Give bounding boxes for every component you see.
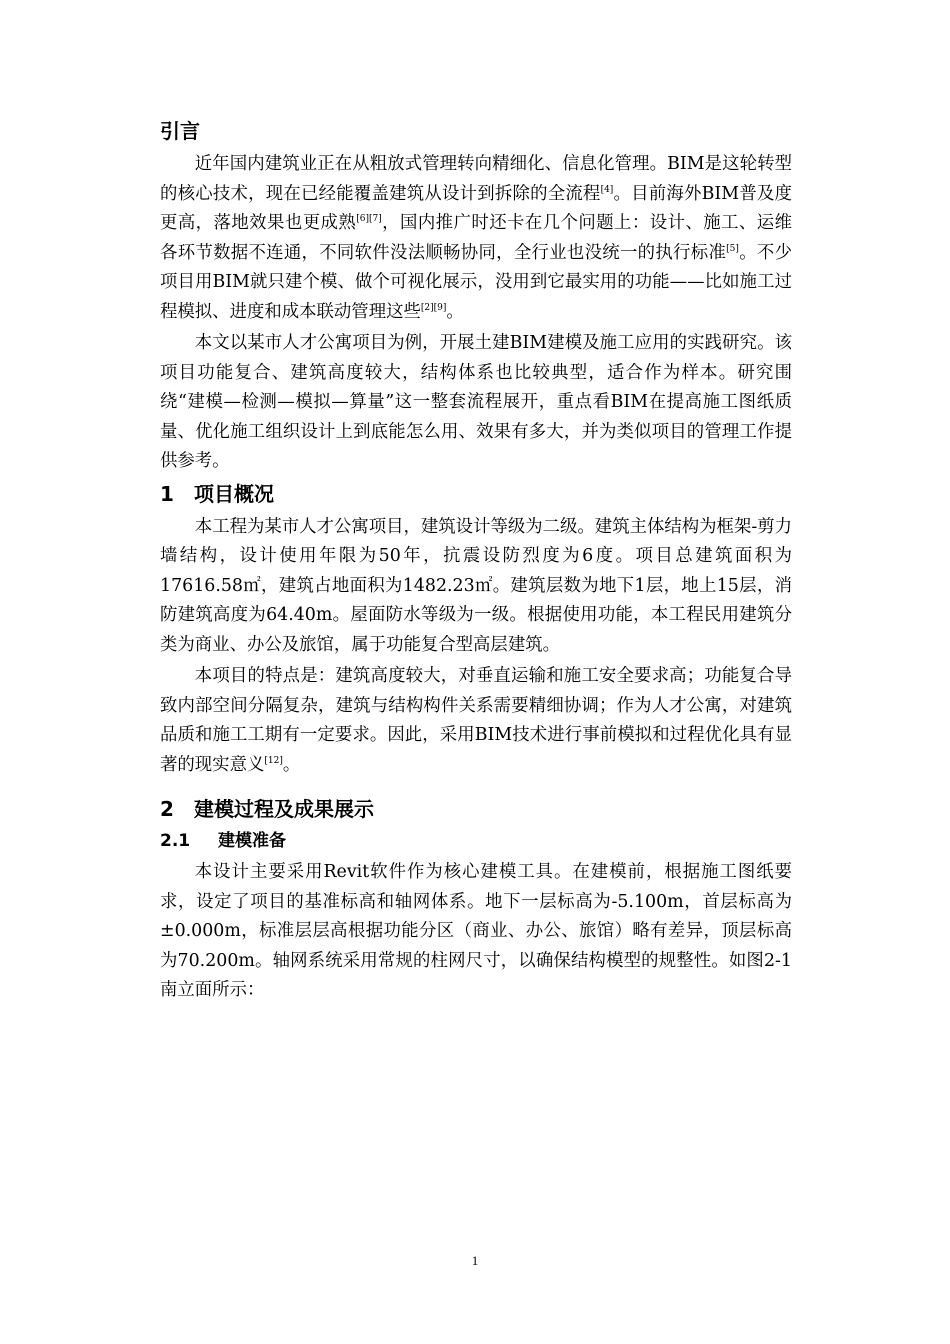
section-1-heading xyxy=(160,479,792,509)
section-2-heading xyxy=(160,794,792,824)
section-2-number: 2 xyxy=(160,797,174,821)
intro-p1-text-a: 近年国内建筑业正在从粗放式管理转向精细化、信息化管理。BIM是这轮转型的核心技术，现在已经能覆盖建筑从设计到拆除的全流程 xyxy=(160,154,792,204)
intro-paragraph-2: 本文以某市人才公寓项目为例，开展土建BIM建模及施工应用的实践研究。该项目功能复合、建筑高度较大，结构体系也比较典型，适合作为样本。研究围绕“建模—检测—模拟—算量”这一整套流程展开，重点看BIM在提高施工图纸质量、优化施工组织设计上到底能怎么用、效果有多大，并为类似项目的管理工作提供参考。 xyxy=(160,333,792,471)
citation: [12] xyxy=(264,755,283,766)
citation: [2][9] xyxy=(420,302,447,313)
page-body xyxy=(160,116,792,1008)
section-1-p2-text-b: 。 xyxy=(282,754,301,775)
section-1-number: 1 xyxy=(160,481,174,506)
intro-p1-text-c: ，国内推广时还卡在几个问题上：设计、施工、运维各环节数据不连通，不同软件没法顺畅协同，全行业也没统一的执行标准 xyxy=(160,213,792,263)
page-number: 1 xyxy=(471,1253,479,1268)
intro-heading xyxy=(160,116,792,146)
section-2-1-number: 2.1 xyxy=(160,831,191,851)
intro-p1-text-b: 。目前海外BIM普及度更高，落地效果也更成熟 xyxy=(160,183,792,233)
citation: [5] xyxy=(726,243,739,254)
section-1-title: 项目概况 xyxy=(194,481,274,506)
section-1-p2-text-a: 本项目的特点是：建筑高度较大，对垂直运输和施工安全要求高；功能复合导致内部空间分隔复杂，建筑与结构构件关系需要精细协调；作为人才公寓，对建筑品质和施工工期有一定要求。因此，采用BIM技术进行事前模拟和过程优化具有显著的现实意义 xyxy=(160,666,792,775)
section-2-title: 建模过程及成果展示 xyxy=(194,797,374,821)
section-1-paragraph-1: 本工程为某市人才公寓项目，建筑设计等级为二级。建筑主体结构为框架-剪力墙结构，设计使用年限为50年，抗震设防烈度为6度。项目总建筑面积为17616.58㎡，建筑占地面积为1482.23㎡。建筑层数为地下1层，地上15层，消防建筑高度为64.40m。屋面防水等级为一级。根据使用功能，本工程民用建筑分类为商业、办公及旅馆，属于功能复合型高层建筑。 xyxy=(160,516,792,655)
intro-p1-text-d: 。不少项目用BIM就只建个模、做个可视化展示，没用到它最实用的功能——比如施工过程模拟、进度和成本联动管理这些 xyxy=(160,242,792,322)
intro-p1-text-e: 。 xyxy=(446,301,464,322)
intro-title: 引言 xyxy=(160,119,200,143)
citation: [4] xyxy=(600,184,614,195)
citation: [6][7] xyxy=(356,214,382,224)
intro-paragraph-1 xyxy=(160,150,792,327)
section-1-paragraph-2 xyxy=(160,662,792,780)
section-2-1-paragraph-1: 本设计主要采用Revit软件作为核心建模工具。在建模前，根据施工图纸要求，设定了项目的基准标高和轴网体系。地下一层标高为-5.100m，首层标高为±0.000m，标准层层高根据功能分区（商业、办公、旅馆）略有差异，顶层标高为70.200m。轴网系统采用常规的柱网尺寸，以确保结构模型的规整性。如图2-1 南立面所示： xyxy=(160,862,792,1000)
section-2-1-title: 建模准备 xyxy=(218,831,286,851)
section-2-1-heading xyxy=(160,828,792,854)
